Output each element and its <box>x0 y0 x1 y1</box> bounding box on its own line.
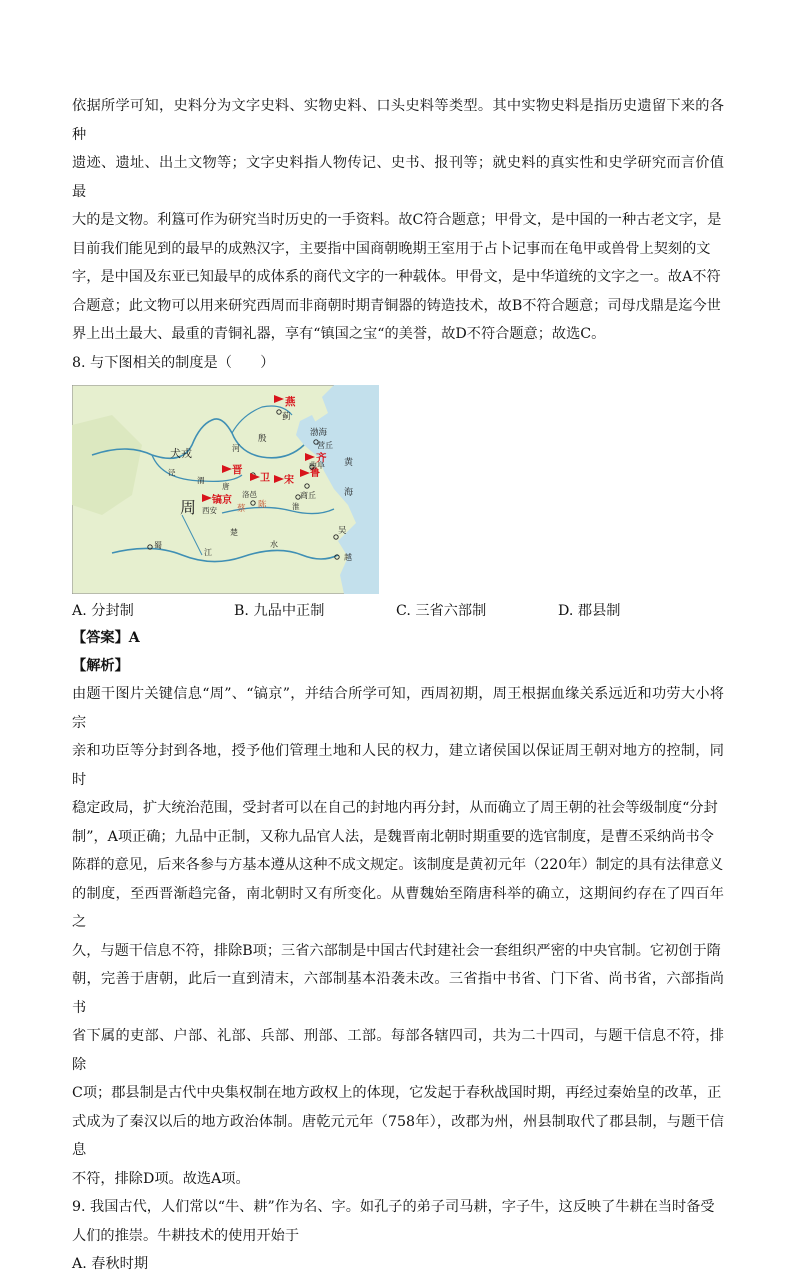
label-lu: 鲁 <box>310 468 320 479</box>
document-page <box>72 92 724 1279</box>
label-quanrong: 犬戎 <box>170 447 192 460</box>
text-line: 的制度，至西晋渐趋完备，南北朝时又有所变化。从曹魏始至隋唐科举的确立，这期间约存在了四百年之 <box>72 885 724 930</box>
label-hai: 海 <box>344 488 354 498</box>
text-line: 字，是中国及东亚已知最早的成体系的商代文字的一种载体。甲骨文，是中华道统的文字之一。故A不符 <box>72 269 721 285</box>
question-8-analysis <box>72 680 724 1193</box>
label-haojing: 镐京 <box>212 495 232 506</box>
question-8-stem: 8. 与下图相关的制度是（ ） <box>72 354 275 371</box>
text-line: 由题干图片关键信息“周”、“镐京”，并结合所学可知，西周初期，周王根据血缘关系远近和功劳大小将宗 <box>72 686 724 731</box>
analysis-label: 【解析】 <box>72 658 129 674</box>
text-line: 合题意；此文物可以用来研究西周而非商朝时期青铜器的铸造技术，故B不符合题意；司母戊鼎是迄今世 <box>72 297 721 314</box>
label-jin: 晋 <box>232 464 243 476</box>
label-qufu: 曲阜 <box>309 461 325 470</box>
label-yue: 越 <box>344 553 352 562</box>
label-huai: 淮 <box>292 502 300 511</box>
question-8-options <box>72 598 724 624</box>
answer-label: 【答案】A <box>72 630 140 646</box>
label-xian: 西安 <box>202 506 217 515</box>
label-chu: 楚 <box>230 528 238 537</box>
previous-question-explanation <box>72 92 724 349</box>
label-jing: 泾 <box>168 468 176 477</box>
text-line: 目前我们能见到的最早的成熟汉字，主要指中国商朝晚期王室用于占卜记事而在龟甲或兽骨上契刻的文 <box>72 240 711 257</box>
label-zhou: 周 <box>180 498 197 517</box>
western-zhou-enfeoffment-map <box>72 385 379 594</box>
label-chen: 陈 <box>258 500 267 510</box>
label-shui: 水 <box>270 540 278 549</box>
text-line: 朝，完善于唐朝，此后一直到清末，六部制基本沿袭未改。三省指中书省、门下省、尚书省，六部指尚书 <box>72 971 724 1016</box>
option-a[interactable]: A. 分封制 <box>72 603 134 619</box>
text-line: 依据所学可知，史料分为文字史料、实物史料、口头史料等类型。其中实物史料是指历史遗留下来的各种 <box>72 98 724 143</box>
option-d[interactable]: D. 郡县制 <box>558 603 621 619</box>
text-line: 界上出土最大、最重的青铜礼器，享有“镇国之宝“的美誉，故D不符合题意；故选C。 <box>72 326 606 342</box>
text-line: 陈群的意见，后来各参与方基本遵从这种不成文规定。该制度是黄初元年（220年）制定的具有法律意义 <box>72 857 724 873</box>
label-yin: 殷 <box>258 434 267 444</box>
text-line: 制”，A项正确；九品中正制，又称九品官人法，是魏晋南北朝时期重要的选官制度，是曹丕采纳尚书令 <box>72 828 714 845</box>
label-ji: 蓟 <box>282 412 291 422</box>
label-jiang: 江 <box>204 548 212 557</box>
label-shu: 蜀 <box>154 541 162 550</box>
label-wei-river: 渭 <box>197 476 205 485</box>
option-b[interactable]: B. 九品中正制 <box>234 603 325 619</box>
text-line: 省下属的吏部、户部、礼部、兵部、刑部、工部。每部各辖四司，共为二十四司，与题干信息不符，排除 <box>72 1028 724 1073</box>
text-line: C项；郡县制是古代中央集权制在地方政权上的体现，它发起于春秋战国时期，再经过秦始皇的改革，正 <box>72 1085 722 1101</box>
text-line: 不符，排除D项。故选A项。 <box>72 1170 250 1187</box>
label-qi: 齐 <box>316 452 327 464</box>
text-line: 人们的推崇。牛耕技术的使用开始于 <box>72 1227 300 1244</box>
question-9-option-a[interactable]: A. 春秋时期 <box>72 1256 149 1272</box>
label-song: 宋 <box>284 475 294 486</box>
label-tang: 唐 <box>222 482 230 491</box>
label-yingqiu: 营丘 <box>317 441 333 450</box>
label-wei: 卫 <box>260 473 270 484</box>
label-cai: 蔡 <box>237 504 246 514</box>
option-c[interactable]: C. 三省六部制 <box>396 603 487 619</box>
label-shangqiu: 商丘 <box>300 491 316 500</box>
text-line: 式成为了秦汉以后的地方政治体制。唐乾元元年（758年），改郡为州，州县制取代了郡县制，与题干信息 <box>72 1113 724 1158</box>
question-9-stem <box>72 1193 724 1250</box>
text-line: 9. 我国古代，人们常以“牛、耕”作为名、字。如孔子的弟子司马耕，字子牛，这反映了牛耕在当时备受 <box>72 1199 715 1215</box>
text-line: 稳定政局，扩大统治范围，受封者可以在自己的封地内再分封，从而确立了周王朝的社会等级制度“分封 <box>72 800 718 816</box>
label-bohai: 渤海 <box>310 428 328 438</box>
text-line: 久，与题干信息不符，排除B项；三省六部制是中国古代封建社会一套组织严密的中央官制。它初创于隋 <box>72 942 721 959</box>
text-line: 亲和功臣等分封到各地，授予他们管理土地和人民的权力，建立诸侯国以保证周王朝对地方的控制，同时 <box>72 743 724 788</box>
text-line: 遗迹、遗址、出土文物等；文字史料指人物传记、史书、报刊等；就史料的真实性和史学研究而言价值最 <box>72 155 724 200</box>
label-huang: 黄 <box>344 458 354 468</box>
label-yan: 燕 <box>285 396 296 408</box>
text-line: 大的是文物。利簋可作为研究当时历史的一手资料。故C符合题意；甲骨文，是中国的一种古老文字，是 <box>72 212 722 228</box>
label-luoyi: 洛邑 <box>242 490 257 499</box>
label-he: 河 <box>232 444 240 453</box>
label-wu: 吴 <box>338 526 347 536</box>
